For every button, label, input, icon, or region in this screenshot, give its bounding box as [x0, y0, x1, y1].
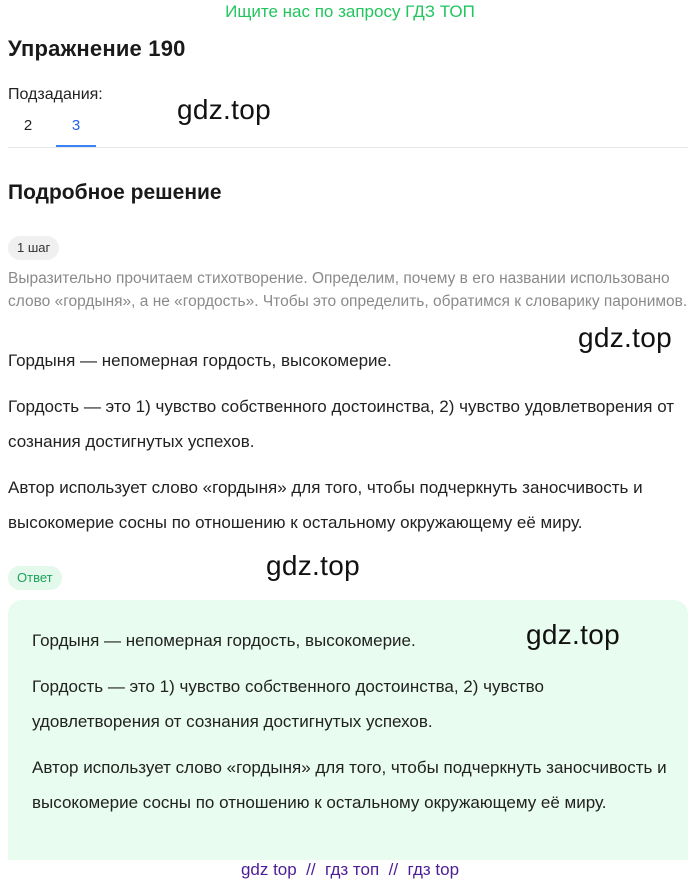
page-title: Упражнение 190: [8, 36, 186, 61]
subtasks-label: Подзадания:: [8, 86, 103, 103]
solution-paragraph: Автор использует слово «гордыня» для того, чтобы подчеркнуть заносчивость и высокомерие сосны по отношению к остальному окружающему её миру.: [8, 478, 643, 532]
step-badge: 1 шаг: [8, 236, 59, 260]
subtask-tab-3[interactable]: 3: [56, 117, 96, 147]
watermark: gdz.top: [266, 550, 360, 581]
answer-paragraph: Гордость — это 1) чувство собственного достоинства, 2) чувство удовлетворения от сознания достигнутых успехов.: [32, 677, 544, 731]
subtask-tab-2[interactable]: 2: [23, 117, 33, 134]
answer-paragraph: Гордыня — непомерная гордость, высокомерие.: [32, 631, 416, 650]
watermark: gdz.top: [177, 94, 271, 125]
watermark: gdz.top: [578, 322, 672, 353]
answer-badge: Ответ: [8, 566, 62, 590]
solution-paragraph: Гордыня — непомерная гордость, высокомерие.: [8, 351, 392, 370]
answer-paragraph: Автор использует слово «гордыня» для того, чтобы подчеркнуть заносчивость и высокомерие сосны по отношению к остальному окружающему её миру.: [32, 758, 667, 812]
solution-paragraph: Гордость — это 1) чувство собственного достоинства, 2) чувство удовлетворения от сознания достигнутых успехов.: [8, 397, 675, 451]
solution-heading: Подробное решение: [8, 181, 222, 204]
subtasks-divider: [8, 147, 688, 148]
top-banner: Ищите нас по запросу ГДЗ ТОП: [225, 2, 475, 21]
footer-links: gdz top // гдз топ // гдз top: [240, 860, 460, 879]
solution-intro: Выразительно прочитаем стихотворение. Определим, почему в его названии использовано слово «гордыня», а не «гордость». Чтобы это определить, обратимся к словарику паронимов.: [8, 270, 688, 310]
watermark: gdz.top: [526, 619, 620, 650]
